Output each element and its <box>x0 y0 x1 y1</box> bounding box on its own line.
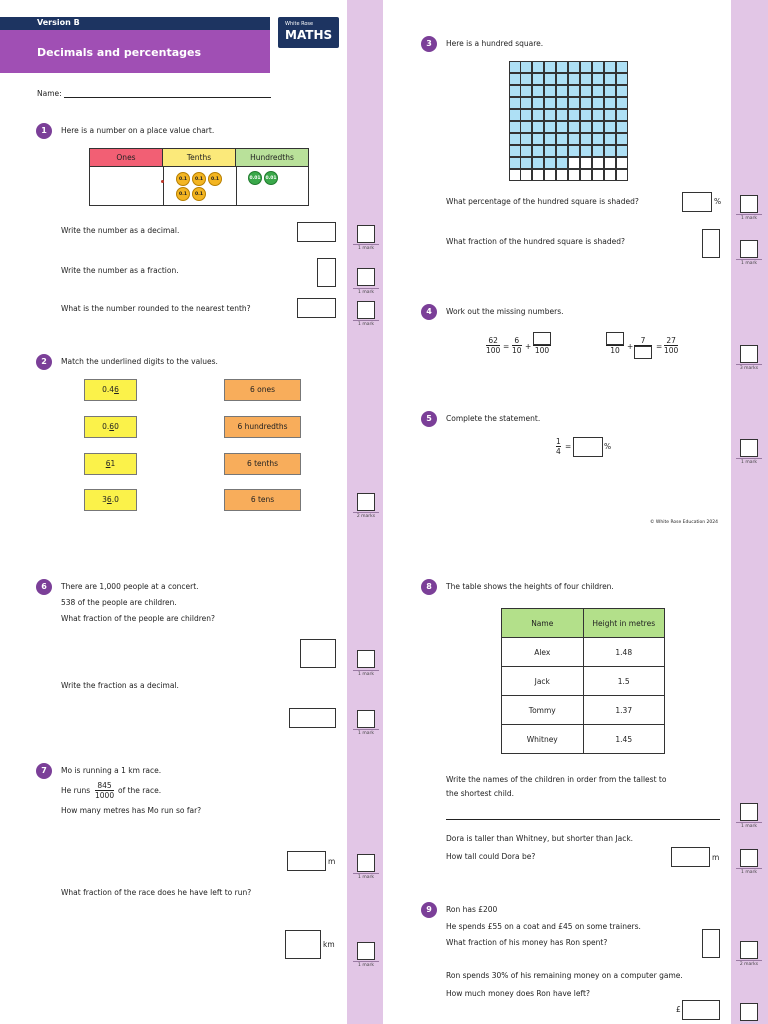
grid-cell-shaded <box>532 85 544 97</box>
grid-cell <box>544 169 556 181</box>
mark-label: 1 mark <box>741 261 757 266</box>
pv-divider-2 <box>236 167 237 205</box>
grid-cell <box>568 169 580 181</box>
tenth-counter: 0.1 <box>192 187 206 201</box>
mark-label: 1 mark <box>358 672 374 677</box>
q7b-answer-box[interactable] <box>285 930 321 959</box>
table-row <box>502 638 665 667</box>
q9-line-1: Ron has £200 <box>446 905 498 914</box>
q1c-text: What is the number rounded to the nearest tenth? <box>61 304 251 313</box>
grid-cell-shaded <box>556 157 568 169</box>
grid-cell-shaded <box>592 97 604 109</box>
grid-cell-shaded <box>520 109 532 121</box>
table-cell: 1.5 <box>583 667 664 696</box>
grid-cell-shaded <box>556 145 568 157</box>
grid-cell <box>604 169 616 181</box>
grid-cell <box>580 169 592 181</box>
pv-divider-1 <box>163 167 164 205</box>
grid-cell <box>580 157 592 169</box>
version-label: Version B <box>37 18 80 27</box>
q6-line-1: There are 1,000 people at a concert. <box>61 582 199 591</box>
grid-cell-shaded <box>520 157 532 169</box>
tenth-counter: 0.1 <box>176 172 190 186</box>
table-header: Height in metres <box>583 609 664 638</box>
grid-cell-shaded <box>568 121 580 133</box>
grid-cell-shaded <box>580 73 592 85</box>
q7a-answer-box[interactable] <box>287 851 326 871</box>
mark-divider <box>353 961 379 962</box>
mark-divider <box>736 822 762 823</box>
grid-cell-shaded <box>532 121 544 133</box>
grid-cell-shaded <box>592 73 604 85</box>
grid-cell-shaded <box>616 121 628 133</box>
q7-line-3: How many metres has Mo run so far? <box>61 806 202 815</box>
question-number-3: 3 <box>421 36 437 52</box>
mark-box[interactable] <box>357 493 375 511</box>
fraction-7-over-box: 7 <box>634 336 652 359</box>
grid-cell-shaded <box>520 85 532 97</box>
q8b-line-2: How tall could Dora be? <box>446 852 536 861</box>
value-tile-6-ones[interactable]: 6 ones <box>224 379 301 401</box>
q6b-text: Write the fraction as a decimal. <box>61 681 179 690</box>
grid-cell-shaded <box>520 133 532 145</box>
table-cell: Jack <box>502 667 584 696</box>
table-cell: Tommy <box>502 696 584 725</box>
grid-cell-shaded <box>532 157 544 169</box>
grid-cell-shaded <box>592 85 604 97</box>
grid-cell-shaded <box>568 109 580 121</box>
equals-sign: = <box>565 442 572 451</box>
question-number-7: 7 <box>36 763 52 779</box>
grid-cell-shaded <box>544 85 556 97</box>
mark-label: 1 mark <box>358 290 374 295</box>
grid-cell-shaded <box>532 145 544 157</box>
mark-divider <box>736 364 762 365</box>
q6b-answer-box[interactable] <box>289 708 336 728</box>
grid-cell-shaded <box>568 133 580 145</box>
q8-prompt: The table shows the heights of four children. <box>446 582 614 591</box>
grid-cell-shaded <box>616 61 628 73</box>
mark-label: 1 mark <box>358 246 374 251</box>
mark-label: 3 marks <box>739 366 759 371</box>
fraction-27-100: 27 100 <box>664 336 679 355</box>
q5-percent-sign: % <box>604 442 612 451</box>
mark-box[interactable] <box>740 849 758 867</box>
q9b-answer-box[interactable] <box>682 1000 720 1020</box>
q1c-answer-box[interactable] <box>297 298 336 318</box>
grid-cell-shaded <box>544 61 556 73</box>
q1b-answer-box[interactable] <box>317 258 336 287</box>
q7a-unit: m <box>328 857 336 866</box>
grid-cell-shaded <box>580 133 592 145</box>
mark-divider <box>353 873 379 874</box>
q3-prompt: Here is a hundred square. <box>446 39 544 48</box>
table-cell: 1.45 <box>583 725 664 754</box>
grid-cell-shaded <box>532 61 544 73</box>
table-header-row <box>502 609 665 638</box>
q8a-line-1: Write the names of the children in order from the tallest to <box>446 775 667 784</box>
pv-header-ones: Ones <box>90 149 163 167</box>
question-number-6: 6 <box>36 579 52 595</box>
heights-table <box>501 608 665 754</box>
mark-divider <box>353 288 379 289</box>
mark-label: 1 mark <box>741 216 757 221</box>
grid-cell-shaded <box>532 73 544 85</box>
grid-cell-shaded <box>604 145 616 157</box>
q9a-answer-box[interactable] <box>702 929 720 958</box>
tenth-counter: 0.1 <box>192 172 206 186</box>
equals-sign: = <box>656 342 663 351</box>
fraction-1-4: 1 4 <box>556 437 561 456</box>
question-number-2: 2 <box>36 354 52 370</box>
grid-cell-shaded <box>544 97 556 109</box>
grid-cell-shaded <box>604 133 616 145</box>
grid-cell-shaded <box>616 73 628 85</box>
tenth-counter: 0.1 <box>208 172 222 186</box>
q5-prompt: Complete the statement. <box>446 414 541 423</box>
value-tile-6-hundredths[interactable]: 6 hundredths <box>224 416 301 438</box>
q9-line-2: He spends £55 on a coat and £45 on some trainers. <box>446 922 641 931</box>
q3a-answer-box[interactable] <box>682 192 712 212</box>
grid-cell <box>592 157 604 169</box>
grid-cell <box>568 157 580 169</box>
grid-cell-shaded <box>568 97 580 109</box>
question-number-1: 1 <box>36 123 52 139</box>
name-line[interactable] <box>64 97 271 98</box>
q1b-text: Write the number as a fraction. <box>61 266 179 275</box>
mark-label: 2 marks <box>356 514 376 519</box>
grid-cell-shaded <box>568 145 580 157</box>
grid-cell-shaded <box>556 109 568 121</box>
grid-cell-shaded <box>544 121 556 133</box>
grid-cell-shaded <box>604 73 616 85</box>
mark-divider <box>736 214 762 215</box>
decimal-point <box>161 180 164 183</box>
q7b-unit: km <box>323 940 335 949</box>
table-cell: Alex <box>502 638 584 667</box>
mark-box[interactable] <box>357 854 375 872</box>
grid-cell-shaded <box>568 73 580 85</box>
tenth-counter: 0.1 <box>176 187 190 201</box>
grid-cell <box>592 169 604 181</box>
grid-cell-shaded <box>520 73 532 85</box>
q6-line-3: What fraction of the people are children? <box>61 614 215 623</box>
grid-cell-shaded <box>604 97 616 109</box>
grid-cell-shaded <box>592 109 604 121</box>
q3b-answer-box[interactable] <box>702 229 720 258</box>
grid-cell-shaded <box>580 121 592 133</box>
grid-cell-shaded <box>556 121 568 133</box>
q8b-unit: m <box>712 853 720 862</box>
grid-cell-shaded <box>592 145 604 157</box>
mark-box[interactable] <box>357 301 375 319</box>
grid-cell <box>616 169 628 181</box>
hundredth-counter: 0.01 <box>248 171 262 185</box>
grid-cell-shaded <box>556 61 568 73</box>
grid-cell-shaded <box>544 109 556 121</box>
grid-cell-shaded <box>568 61 580 73</box>
grid-cell-shaded <box>580 85 592 97</box>
grid-cell-shaded <box>544 145 556 157</box>
mark-box[interactable] <box>357 942 375 960</box>
grid-cell-shaded <box>616 109 628 121</box>
grid-cell-shaded <box>592 121 604 133</box>
grid-cell-shaded <box>532 97 544 109</box>
grid-cell-shaded <box>544 73 556 85</box>
grid-cell-shaded <box>604 85 616 97</box>
grid-cell-shaded <box>580 97 592 109</box>
q9-line-4: Ron spends 30% of his remaining money on a computer game. <box>446 971 683 980</box>
mark-divider <box>736 458 762 459</box>
q2-prompt: Match the underlined digits to the values. <box>61 357 218 366</box>
q5-answer-box[interactable] <box>573 437 603 457</box>
grid-cell <box>532 169 544 181</box>
q7b-text: What fraction of the race does he have left to run? <box>61 888 252 897</box>
pv-header-tenths: Tenths <box>163 149 236 167</box>
table-cell: 1.48 <box>583 638 664 667</box>
grid-cell-shaded <box>556 73 568 85</box>
q9-line-5: How much money does Ron have left? <box>446 989 590 998</box>
grid-cell <box>616 157 628 169</box>
mark-divider <box>353 729 379 730</box>
q9-line-3: What fraction of his money has Ron spent? <box>446 938 608 947</box>
grid-cell-shaded <box>556 85 568 97</box>
logo-main-text: MATHS <box>285 28 333 42</box>
q6-line-2: 538 of the people are children. <box>61 598 177 607</box>
grid-cell-shaded <box>532 133 544 145</box>
q4-missing-denominator[interactable] <box>634 346 652 359</box>
question-number-5: 5 <box>421 411 437 427</box>
mark-divider <box>353 244 379 245</box>
grid-cell-shaded <box>616 133 628 145</box>
question-number-4: 4 <box>421 304 437 320</box>
q7-line-1: Mo is running a 1 km race. <box>61 766 162 775</box>
hundred-square <box>509 61 629 181</box>
name-label: Name: <box>37 89 62 98</box>
table-header: Name <box>502 609 584 638</box>
mark-box[interactable] <box>740 240 758 258</box>
q1-prompt: Here is a number on a place value chart. <box>61 126 215 135</box>
q4-prompt: Work out the missing numbers. <box>446 307 564 316</box>
place-value-chart <box>89 148 309 206</box>
mark-box[interactable] <box>357 710 375 728</box>
mark-divider <box>353 512 379 513</box>
q9b-currency: £ <box>676 1005 681 1014</box>
pv-header-hundredths: Hundredths <box>236 149 308 167</box>
grid-cell-shaded <box>544 133 556 145</box>
q6a-answer-box[interactable] <box>300 639 336 668</box>
mark-box[interactable] <box>357 225 375 243</box>
grid-cell-shaded <box>604 109 616 121</box>
grid-cell-shaded <box>544 157 556 169</box>
grid-cell-shaded <box>556 133 568 145</box>
q7-line-2-post: of the race. <box>118 786 162 795</box>
mark-label: 1 mark <box>358 963 374 968</box>
mark-label: 1 mark <box>358 322 374 327</box>
mark-box[interactable] <box>740 803 758 821</box>
grid-cell-shaded <box>520 121 532 133</box>
q8a-answer-line[interactable] <box>446 819 720 820</box>
q8a-line-2: the shortest child. <box>446 789 515 798</box>
grid-cell-shaded <box>604 121 616 133</box>
q8b-answer-box[interactable] <box>671 847 710 867</box>
mark-box[interactable] <box>357 650 375 668</box>
plus-sign: + <box>627 342 634 351</box>
white-rose-maths-logo <box>278 17 339 48</box>
grid-cell-shaded <box>592 133 604 145</box>
fraction-62-100: 62 100 <box>486 336 501 355</box>
grid-cell-shaded <box>532 109 544 121</box>
q3b-text: What fraction of the hundred square is shaded? <box>446 237 625 246</box>
q8b-line-1: Dora is taller than Whitney, but shorter than Jack. <box>446 834 634 843</box>
table-cell: 1.37 <box>583 696 664 725</box>
page-title: Decimals and percentages <box>37 46 202 59</box>
mark-label: 1 mark <box>741 460 757 465</box>
mark-box[interactable] <box>740 941 758 959</box>
mark-divider <box>736 259 762 260</box>
table-row <box>502 725 665 754</box>
mark-box[interactable] <box>740 345 758 363</box>
value-tile-6-tenths[interactable]: 6 tenths <box>224 453 301 475</box>
grid-cell-shaded <box>556 97 568 109</box>
mark-label: 1 mark <box>741 824 757 829</box>
equals-sign: = <box>503 342 510 351</box>
plus-sign: + <box>525 342 532 351</box>
hundredth-counter: 0.01 <box>264 171 278 185</box>
number-tile-36-0[interactable]: 36.0 <box>84 489 137 511</box>
number-tile-0-46[interactable]: 0.46 <box>84 379 137 401</box>
grid-cell-shaded <box>520 145 532 157</box>
fraction-6-10: 6 10 <box>512 336 522 355</box>
q3a-text: What percentage of the hundred square is shaded? <box>446 197 639 206</box>
logo-top-text: White Rose <box>285 21 314 27</box>
grid-cell <box>604 157 616 169</box>
q3a-percent-sign: % <box>714 197 722 206</box>
grid-cell-shaded <box>616 145 628 157</box>
grid-cell-shaded <box>580 145 592 157</box>
grid-cell-shaded <box>568 85 580 97</box>
question-number-9: 9 <box>421 902 437 918</box>
mark-box[interactable] <box>740 195 758 213</box>
mark-divider <box>353 320 379 321</box>
grid-cell-shaded <box>520 97 532 109</box>
mark-label: 2 marks <box>739 962 759 967</box>
grid-cell-shaded <box>604 61 616 73</box>
grid-cell-shaded <box>592 61 604 73</box>
grid-cell-shaded <box>520 61 532 73</box>
q4-missing-numerator-2[interactable] <box>606 332 624 345</box>
mark-divider <box>353 670 379 671</box>
number-tile-61[interactable]: 61 <box>84 453 137 475</box>
grid-cell <box>520 169 532 181</box>
mark-divider <box>736 960 762 961</box>
mark-divider <box>736 868 762 869</box>
fraction-box-over-10: 10 <box>606 332 624 355</box>
grid-cell <box>556 169 568 181</box>
question-number-8: 8 <box>421 579 437 595</box>
number-tile-0-60[interactable]: 0.60 <box>84 416 137 438</box>
grid-cell-shaded <box>616 97 628 109</box>
q4-missing-numerator-1[interactable] <box>533 332 551 345</box>
table-cell: Whitney <box>502 725 584 754</box>
mark-box[interactable] <box>740 1003 758 1021</box>
mark-box[interactable] <box>740 439 758 457</box>
table-row <box>502 667 665 696</box>
copyright: © White Rose Education 2024 <box>650 520 718 525</box>
mark-label: 1 mark <box>358 731 374 736</box>
mark-box[interactable] <box>357 268 375 286</box>
grid-cell-shaded <box>616 85 628 97</box>
fraction-845-1000: 845 1000 <box>95 781 115 800</box>
q1a-text: Write the number as a decimal. <box>61 226 180 235</box>
grid-cell-shaded <box>580 109 592 121</box>
mark-label: 1 mark <box>741 870 757 875</box>
mark-label: 1 mark <box>358 875 374 880</box>
value-tile-6-tens[interactable]: 6 tens <box>224 489 301 511</box>
q1a-answer-box[interactable] <box>297 222 336 242</box>
fraction-box-over-100: 100 <box>533 332 551 355</box>
grid-cell-shaded <box>580 61 592 73</box>
table-row <box>502 696 665 725</box>
q7-line-2-pre: He runs <box>61 786 91 795</box>
